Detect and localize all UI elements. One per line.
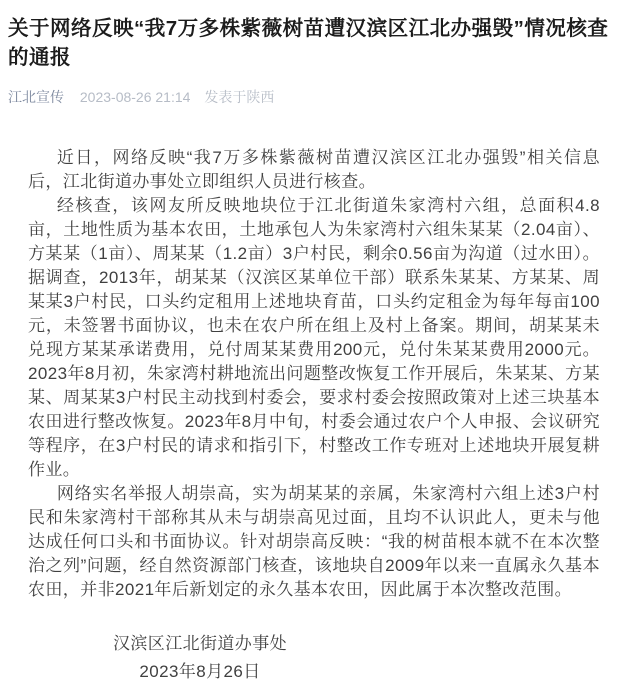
paragraph: 经核查，该网友所反映地块位于江北街道朱家湾村六组，总面积4.8亩，土地性质为基本农田，土地承包人为朱家湾村六组朱某某（2.04亩）、方某某（1亩）、周某某（1.2亩）3户村民，剩余0.56亩为沟道（过水田）。据调查，2013年，胡某某（汉滨区某单位干部）联系朱某某、方某某、周某某3户村民，口头约定租用上述地块育苗，口头约定租金为每年每亩100元，未签署书面协议，也未在农户所在组上及村上备案。期间，胡某某未兑现方某某承诺费用，兑付周某某费用200元，兑付朱某某费用2000元。2023年8月初，朱家湾村耕地流出问题整改恢复工作开展后，朱某某、方某某、周某某3户村民主动找到村委会，要求村委会按照政策对上述三块基本农田进行整改恢复。2023年8月中旬，村委会通过农户个人申报、会议研究等程序，在3户村民的请求和指引下，村整改工作专班对上述地块开展复耕作业。 <box>28 196 600 479</box>
signature-date: 2023年8月26日 <box>139 662 261 681</box>
publish-timestamp: 2023-08-26 21:14 <box>79 89 191 105</box>
article-title: 关于网络反映“我7万多株紫薇树苗遭汉滨区江北办强毁”情况核查的通报 <box>8 17 609 69</box>
paragraph: 网络实名举报人胡崇高，实为胡某某的亲属，朱家湾村六组上述3户村民和朱家湾村干部称其从未与胡崇高见过面，且均不认识此人，更未与他达成任何口头和书面协议。针对胡崇高反映：“我的树苗根本就不在本次整治之列”问题，经自然资源部门核查，该地块自2009年以来一直属永久基本农田，并非2021年后新划定的永久基本农田，因此属于本次整改范围。 <box>28 484 600 599</box>
article-body <box>28 146 600 686</box>
signature-org: 汉滨区江北街道办事处 <box>113 634 287 653</box>
signature-block <box>113 630 287 686</box>
byline <box>8 88 620 106</box>
article-page <box>0 14 628 681</box>
publish-location: 发表于陕西 <box>204 89 275 105</box>
paragraph: 近日，网络反映“我7万多株紫薇树苗遭汉滨区江北办强毁”相关信息后，江北街道办事处立即组织人员进行核查。 <box>28 148 600 191</box>
account-name-link[interactable]: 江北宣传 <box>8 89 64 105</box>
